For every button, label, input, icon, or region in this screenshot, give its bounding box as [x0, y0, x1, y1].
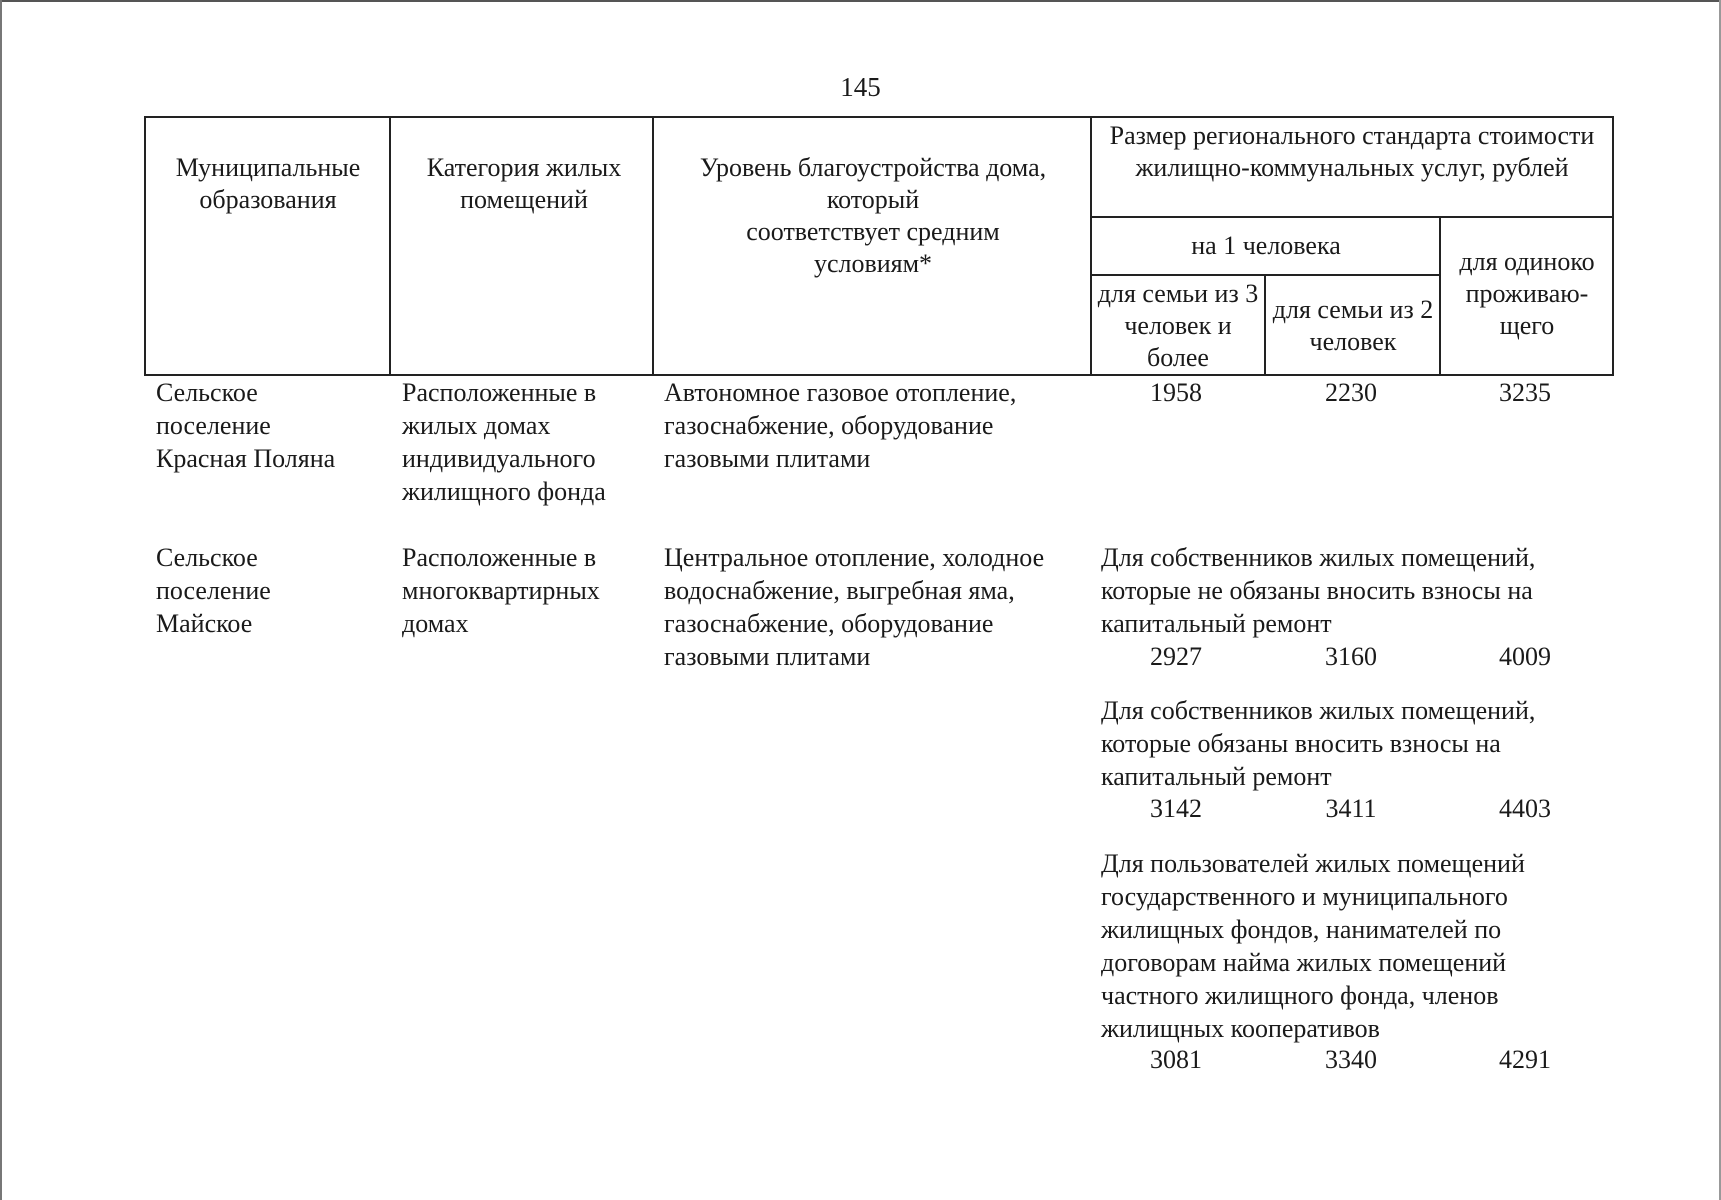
row2-group1-value-single: 4009	[1499, 642, 1551, 671]
header-col-divider	[1090, 116, 1092, 376]
header-family-3: для семьи из 3 человек и более	[1097, 279, 1259, 372]
row2-municipality: Сельское поселение Майское	[156, 543, 271, 638]
header-level	[664, 152, 1082, 280]
row2-group1-value-family2: 3160	[1325, 642, 1377, 671]
header-per-person: на 1 человека	[1191, 231, 1341, 260]
row1-municipality: Сельское поселение Красная Поляна	[156, 378, 336, 473]
header-col-divider	[389, 116, 391, 376]
row1-value-single: 3235	[1499, 378, 1551, 407]
header-single: для одиноко проживаю-щего	[1459, 247, 1595, 340]
row1-category: Расположенные в жилых домах индивидуального жилищного фонда	[402, 378, 606, 506]
row2-group3-note: Для пользователей жилых помещений государственного и муниципального жилищных фондов, нанимателей по договорам найма жилых помещений частного жилищного фонда, членов жилищных кооперативов	[1101, 849, 1525, 1043]
header-level-line2: соответствует средним условиям*	[746, 217, 1000, 278]
scan-left-edge	[0, 0, 2, 1200]
row2-group2-note: Для собственников жилых помещений, которые обязаны вносить взносы на капитальный ремонт	[1101, 696, 1536, 791]
row1-value-family2: 2230	[1325, 378, 1377, 407]
header-col-divider	[1439, 216, 1441, 376]
page-number: 145	[840, 72, 881, 102]
row1-value-family3: 1958	[1150, 378, 1202, 407]
header-col-divider	[1264, 274, 1266, 376]
header-family-2: для семьи из 2 человек	[1272, 295, 1434, 356]
table-header	[144, 116, 1614, 376]
row2-group3-value-family2: 3340	[1325, 1045, 1377, 1074]
header-category: Категория жилых помещений	[426, 153, 622, 214]
header-border-right	[1612, 116, 1614, 376]
row2-group3-value-family3: 3081	[1150, 1045, 1202, 1074]
row1-level: Автономное газовое отопление, газоснабжение, оборудование газовыми плитами	[664, 378, 1017, 473]
row2-category: Расположенные в многоквартирных домах	[402, 543, 600, 638]
header-col-divider	[652, 116, 654, 376]
row2-group2-value-single: 4403	[1499, 794, 1551, 823]
row2-group1-value-family3: 2927	[1150, 642, 1202, 671]
row2-group2-value-family2: 3411	[1325, 794, 1377, 823]
header-municipality: Муниципальные образования	[175, 153, 361, 214]
row2-group3-value-single: 4291	[1499, 1045, 1551, 1074]
header-level-line1: Уровень благоустройства дома, который	[699, 153, 1047, 214]
row2-level: Центральное отопление, холодное водоснабжение, выгребная яма, газоснабжение, оборудование газовыми плитами	[664, 543, 1045, 671]
header-border-top	[144, 116, 1614, 118]
row2-group2-value-family3: 3142	[1150, 794, 1202, 823]
row2-group1-note: Для собственников жилых помещений, которые не обязаны вносить взносы на капитальный ремонт	[1101, 543, 1536, 638]
header-row-divider	[1090, 216, 1614, 218]
scan-top-edge	[0, 0, 1721, 2]
header-standard: Размер регионального стандарта стоимости жилищно-коммунальных услуг, рублей	[1109, 121, 1595, 182]
header-border-left	[144, 116, 146, 376]
